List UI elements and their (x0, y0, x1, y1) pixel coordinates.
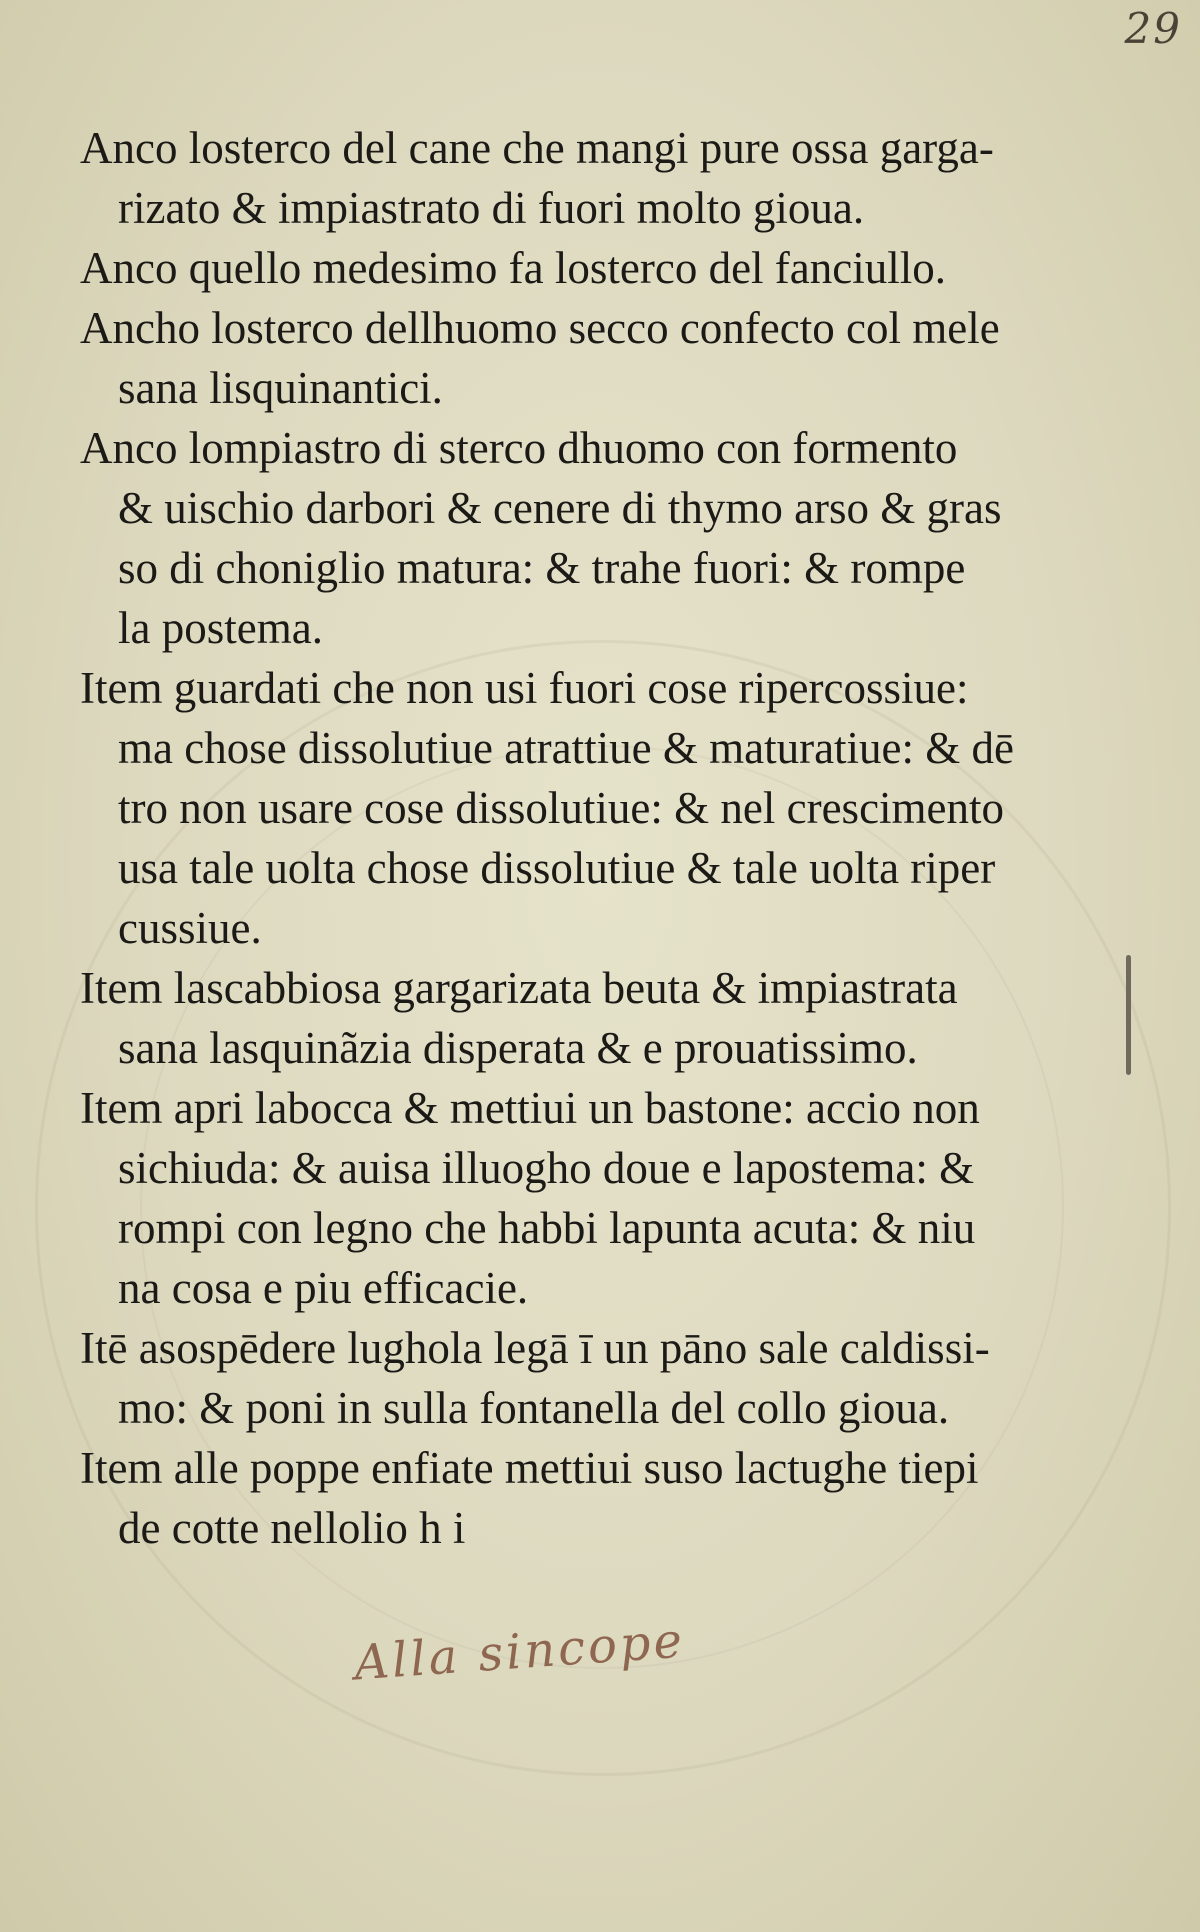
text-line: Anco losterco del cane che mangi pure ossa garga- (80, 123, 994, 173)
paragraph-3 (80, 298, 1065, 418)
text-line: Item alle poppe enfiate mettiui suso lactughe tiepi (80, 1443, 979, 1493)
text-line: sana lisquinantici. (118, 363, 443, 413)
handwritten-annotation (330, 1580, 830, 1710)
text-line: rompi con legno che habbi lapunta acuta: & niu (118, 1203, 976, 1253)
printed-text-block (80, 118, 1065, 1558)
paragraph-6 (80, 958, 1065, 1078)
text-line: la postema. (118, 603, 323, 653)
paragraph-5 (80, 658, 1065, 958)
text-line: Anco quello medesimo fa losterco del fanciullo. (80, 243, 946, 293)
text-line: so di choniglio matura: & trahe fuori: & rompe (118, 543, 966, 593)
text-line: Item guardati che non usi fuori cose ripercossiue: (80, 663, 969, 713)
text-line: Item apri labocca & mettiui un bastone: accio non (80, 1083, 980, 1133)
text-line: mo: & poni in sulla fontanella del collo gioua. (118, 1383, 950, 1433)
text-line: sana lasquinãzia disperata & e prouatissimo. (118, 1023, 918, 1073)
paragraph-7 (80, 1078, 1065, 1318)
margin-ink-mark (1126, 955, 1131, 1075)
text-line: rizato & impiastrato di fuori molto gioua. (118, 183, 865, 233)
paragraph-8 (80, 1318, 1065, 1438)
text-line: tro non usare cose dissolutiue: & nel crescimento (118, 783, 1005, 833)
text-line: cussiue. (118, 903, 262, 953)
text-line: Item lascabbiosa gargarizata beuta & impiastrata (80, 963, 958, 1013)
text-line: Itē asospēdere lughola legā ī un pāno sale caldissi- (80, 1323, 990, 1373)
text-line: na cosa e piu efficacie. (118, 1263, 529, 1313)
handwritten-annotation-text: Alla sincope (352, 1612, 687, 1692)
text-line: ma chose dissolutiue atrattiue & maturatiue: & dē (118, 723, 1015, 773)
text-line: Ancho losterco dellhuomo secco confecto col mele (80, 303, 1000, 353)
text-line: Anco lompiastro di sterco dhuomo con formento (80, 423, 958, 473)
text-line: de cotte nellolio h i (118, 1503, 466, 1553)
page-number: 29 (1124, 4, 1182, 53)
text-line: usa tale uolta chose dissolutiue & tale uolta riper (118, 843, 996, 893)
text-line: sichiuda: & auisa illuogho doue e lapostema: & (118, 1143, 975, 1193)
text-line: & uischio darbori & cenere di thymo arso & gras (118, 483, 1002, 533)
paragraph-4 (80, 418, 1065, 658)
paragraph-9 (80, 1438, 1065, 1558)
paragraph-1 (80, 118, 1065, 238)
paragraph-2 (80, 238, 1065, 298)
